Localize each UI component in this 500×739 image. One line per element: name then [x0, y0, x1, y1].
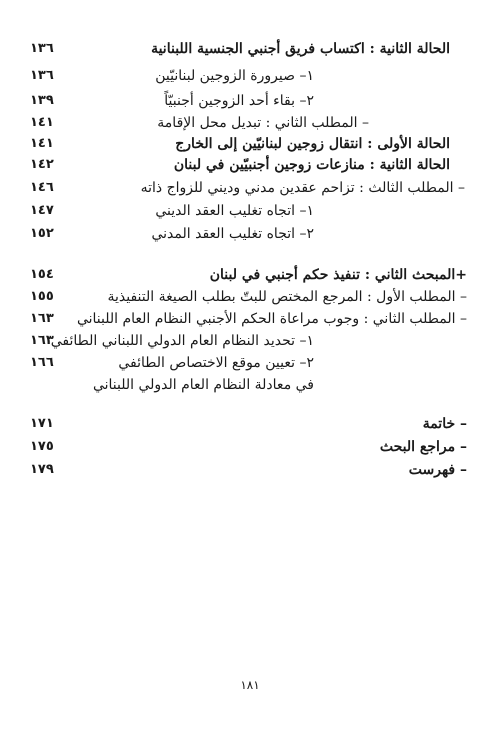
toc-entry-page: ١٥٤ — [30, 267, 54, 282]
toc-entry — [0, 90, 500, 112]
toc-entry-page: ١٦٣ — [30, 333, 54, 348]
toc-entry-title: الحالة الثانية : اكتساب فريق أجنبي الجنسية اللبنانية — [151, 41, 450, 57]
toc-entry-title: – فهرست — [408, 462, 467, 478]
toc-entry — [0, 308, 500, 330]
toc-entry-title: ١– صيرورة الزوجين لبنانيّين — [155, 68, 314, 84]
toc-entry-page: ١٤٦ — [30, 180, 54, 195]
toc-entry-page: ١٥٥ — [30, 289, 54, 304]
toc-entry — [0, 413, 500, 435]
toc-entry — [0, 200, 500, 222]
toc-entry-title: ٢– اتجاه تغليب العقد المدني — [151, 226, 314, 242]
toc-entry-title: – المطلب الثاني : تبديل محل الإقامة — [157, 115, 369, 131]
toc-entry-page: ١٧١ — [30, 416, 54, 431]
toc-entry-page: ١٤١ — [30, 136, 54, 151]
toc-entry-page: ١٣٩ — [30, 93, 54, 108]
toc-entry — [0, 112, 500, 134]
toc-entry — [0, 352, 500, 374]
toc-entry-page: ١٤٧ — [30, 203, 54, 218]
toc-entry-page: ١٣٦ — [30, 68, 54, 83]
toc-entry-title: ١– تحديد النظام العام الدولي اللبناني الطائفي — [50, 333, 314, 349]
toc-entry-title: – مراجع البحث — [379, 439, 467, 455]
toc-entry-title: +المبحث الثاني : تنفيذ حكم أجنبي في لبنان — [209, 267, 467, 283]
toc-entry-title: – المطلب الثاني : وجوب مراعاة الحكم الأجنبي النظام العام اللبناني — [76, 311, 467, 327]
toc-entry — [0, 38, 500, 60]
toc-entry — [0, 223, 500, 245]
toc-entry-page: ١٤٢ — [30, 157, 54, 172]
toc-entry-title: في معادلة النظام العام الدولي اللبناني — [92, 377, 314, 393]
toc-entry-title: – خاتمة — [422, 416, 467, 432]
toc-entry-title: – المطلب الثالث : تزاحم عقدين مدني وديني للزواج ذاته — [140, 180, 465, 196]
page-number: ١٨١ — [240, 678, 260, 692]
toc-entry-page: ١٦٣ — [30, 311, 54, 326]
toc-entry — [0, 177, 500, 199]
toc-entry-page: ١٦٦ — [30, 355, 54, 370]
toc-entry — [0, 286, 500, 308]
toc-entry-title: ٢– تعيين موقع الاختصاص الطائفي — [118, 355, 314, 371]
toc-entry-title: – المطلب الأول : المرجع المختص للبتّ بطلب الصيغة التنفيذية — [107, 289, 467, 305]
toc-entry-title: ١– اتجاه تغليب العقد الديني — [155, 203, 314, 219]
toc-entry-title: ٢– بقاء أحد الزوجين أجنبيّاً — [164, 93, 314, 109]
toc-entry — [0, 330, 500, 352]
toc-entry — [0, 264, 500, 286]
toc-entry-title: الحالة الأولى : انتقال زوجين لبنانيّين إلى الخارج — [175, 136, 450, 152]
toc-entry-page: ١٤١ — [30, 115, 54, 130]
toc-entry — [0, 436, 500, 458]
toc-entry — [0, 65, 500, 87]
toc-entry — [0, 154, 500, 176]
toc-entry — [0, 133, 500, 155]
toc-entry — [0, 459, 500, 481]
toc-entry-page: ١٥٢ — [30, 226, 54, 241]
toc-entry-page: ١٣٦ — [30, 41, 54, 56]
toc-entry-page: ١٧٩ — [30, 462, 54, 477]
toc-entry-page: ١٧٥ — [30, 439, 54, 454]
toc-entry-title: الحالة الثانية : منازعات زوجين أجنبيّين في لبنان — [173, 157, 450, 173]
toc-entry — [0, 374, 500, 396]
